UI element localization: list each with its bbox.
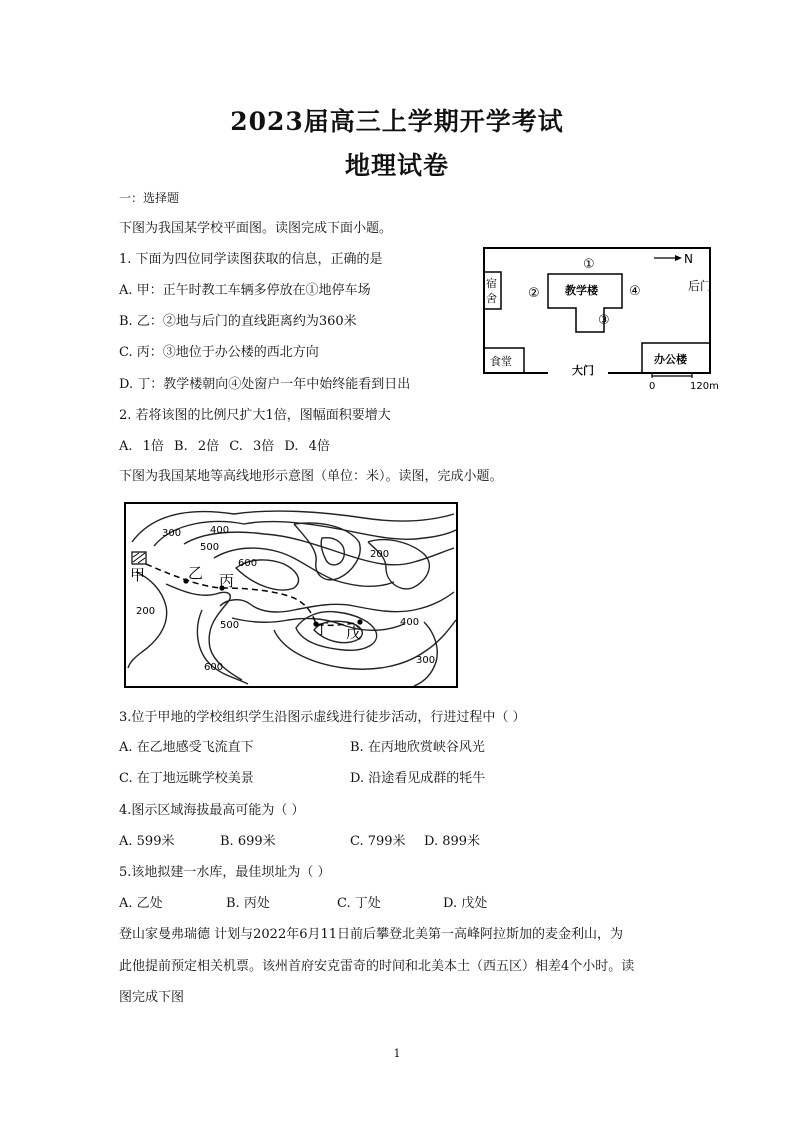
dorm-label-2: 舍	[486, 292, 497, 305]
dorm-label-1: 宿	[486, 277, 497, 290]
passage-line-1: 登山家曼弗瑞德 计划与2022年6月11日前后攀登北美第一高峰阿拉斯加的麦金利山，为	[119, 927, 624, 942]
q3-option-d: D. 沿途看见成群的牦牛	[350, 771, 486, 786]
canteen-label: 食堂	[490, 355, 512, 368]
q5-option-c: C. 丁处	[337, 896, 381, 911]
passage-line-3: 图完成下图	[119, 990, 185, 1005]
contour-label-500-b: 500	[220, 620, 240, 631]
q1-option-d: D. 丁：教学楼朝向④处窗户一年中始终能看到日出	[119, 377, 411, 392]
q2-stem: 2. 若将该图的比例尺扩大1倍，图幅面积要增大	[119, 408, 391, 423]
point-yi-label: 乙	[188, 564, 204, 582]
passage-line-2: 此他提前预定相关机票。该州首府安克雷奇的时间和北美本土（西五区）相差4个小时。读	[119, 959, 635, 974]
q3-option-c: C. 在丁地远眺学校美景	[119, 771, 254, 786]
q5-stem: 5.该地拟建一水库，最佳坝址为（ ）	[119, 865, 331, 880]
q3-stem: 3.位于甲地的学校组织学生沿图示虚线进行徒步活动，行进过程中（ ）	[119, 710, 526, 725]
contour-label-200-b: 200	[136, 606, 156, 617]
contour-label-400-b: 400	[400, 617, 420, 628]
contour-label-200-a: 200	[370, 549, 390, 560]
q5-option-a: A. 乙处	[119, 896, 163, 911]
teaching-building-label: 教学楼	[565, 284, 598, 297]
marker-2: ②	[528, 286, 540, 301]
campus-map	[476, 244, 736, 396]
back-gate-label: 后门	[688, 279, 713, 293]
q5-option-b: B. 丙处	[226, 896, 270, 911]
q4-option-d: D. 899米	[424, 834, 481, 849]
point-wu-label: 戊	[346, 624, 362, 642]
marker-3: ③	[598, 313, 610, 328]
q4-option-b: B. 699米	[220, 834, 276, 849]
q3-option-b: B. 在丙地欣赏峡谷风光	[350, 740, 485, 755]
q1-option-b: B. 乙：②地与后门的直线距离约为360米	[119, 314, 357, 329]
q2-options: A. 1倍 B. 2倍 C. 3倍 D. 4倍	[119, 439, 330, 454]
contour-label-400-a: 400	[210, 525, 230, 536]
q5-option-d: D. 戊处	[443, 896, 488, 911]
page-number: 1	[393, 1047, 401, 1060]
page-title: 2023届高三上学期开学考试	[230, 107, 564, 136]
section-label: 一：选择题	[119, 191, 180, 205]
marker-4: ④	[629, 284, 641, 299]
intro-1: 下图为我国某学校平面图。读图完成下面小题。	[119, 221, 393, 236]
page-subtitle: 地理试卷	[344, 151, 449, 180]
q4-option-a: A. 599米	[119, 834, 175, 849]
office-label: 办公楼	[654, 353, 687, 366]
scale-length: 120m	[690, 381, 719, 392]
intro-2: 下图为我国某地等高线地形示意图（单位：米）。读图，完成小题。	[119, 469, 503, 484]
point-ding-label: 丁	[314, 620, 330, 638]
contour-label-300-b: 300	[416, 655, 436, 666]
q4-option-c: C. 799米	[350, 834, 406, 849]
marker-1: ①	[583, 257, 595, 272]
point-jia-label: 甲	[130, 566, 146, 584]
q1-stem: 1. 下面为四位同学读图获取的信息，正确的是	[119, 252, 383, 267]
q3-option-a: A. 在乙地感受飞流直下	[119, 740, 254, 755]
north-label: N	[684, 252, 693, 266]
main-gate-label: 大门	[572, 364, 594, 377]
contour-label-500-a: 500	[200, 542, 220, 553]
q4-stem: 4.图示区域海拔最高可能为（ ）	[119, 803, 305, 818]
contour-label-300-a: 300	[162, 528, 182, 539]
q1-option-a: A. 甲：正午时教工车辆多停放在①地停车场	[119, 283, 371, 298]
point-bing-label: 丙	[219, 572, 235, 590]
scale-zero: 0	[649, 381, 656, 392]
contour-map	[124, 502, 458, 688]
q1-option-c: C. 丙：③地位于办公楼的西北方向	[119, 345, 319, 360]
contour-label-600-a: 600	[238, 558, 258, 569]
contour-label-600-b: 600	[204, 662, 224, 673]
